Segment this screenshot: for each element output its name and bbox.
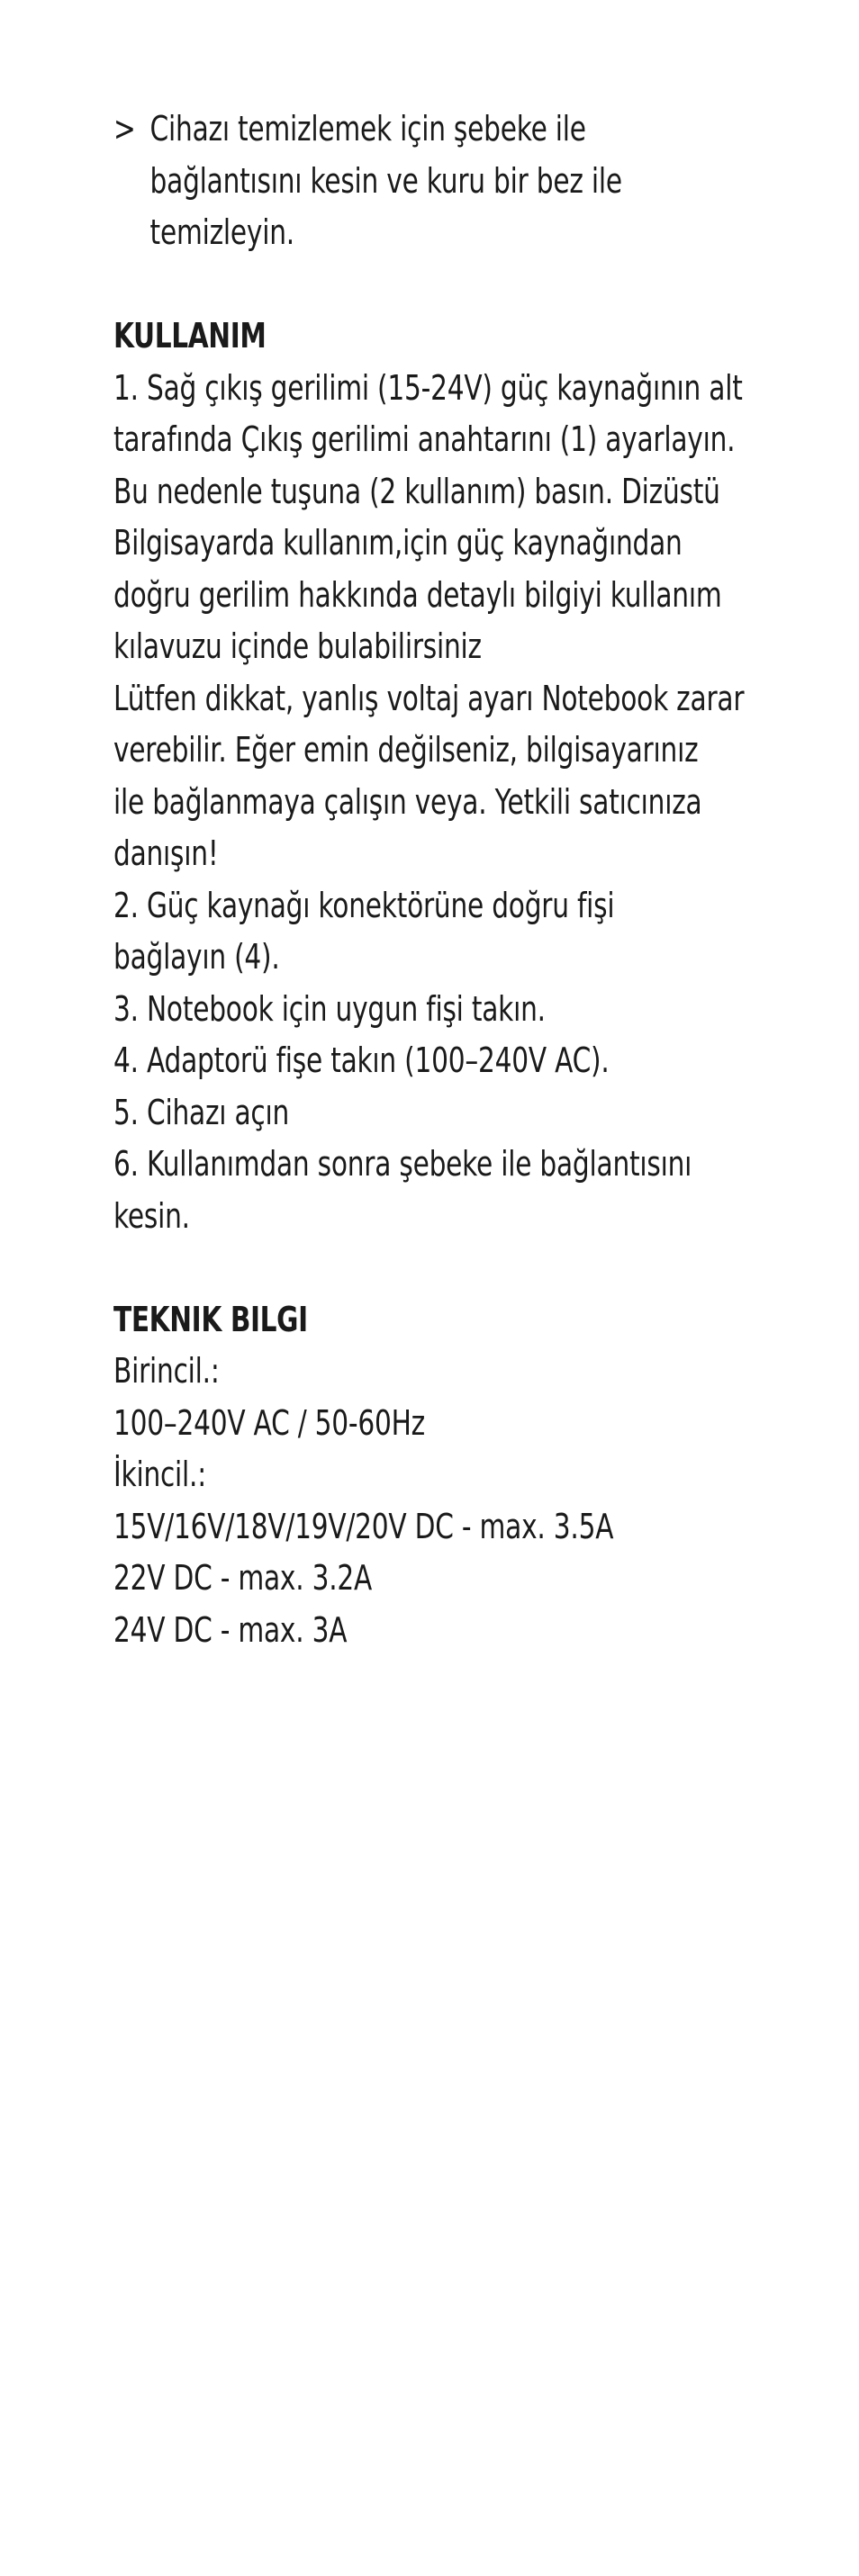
usage-section <box>113 363 745 1243</box>
usage-line: kesin. <box>113 1195 190 1236</box>
usage-line: kılavuzu içinde bulabilirsiniz <box>113 626 482 666</box>
usage-line: 5. Cihazı açın <box>113 1092 289 1132</box>
bullet-marker: > <box>113 109 136 149</box>
usage-line: 2. Güç kaynağı konektörüne doğru fişi <box>113 885 615 925</box>
usage-line: 6. Kullanımdan sonra şebeke ile bağlantısını <box>113 1144 692 1184</box>
usage-line: bağlayın (4). <box>113 937 280 977</box>
cleaning-note-line: Cihazı temizlemek için şebeke ile <box>149 109 586 149</box>
section-gap <box>113 1242 619 1294</box>
cleaning-note-line: bağlantısını kesin ve kuru bir bez ile <box>149 160 622 201</box>
section-gap <box>113 259 619 311</box>
usage-line: Bu nedenle tuşuna (2 kullanım) basın. Dizüstü <box>113 471 720 511</box>
tech-line: 24V DC - max. 3A <box>113 1609 348 1650</box>
tech-line: İkincil.: <box>113 1455 206 1494</box>
usage-line: ile bağlanmaya çalışın veya. Yetkili satıcınıza <box>113 781 702 822</box>
usage-line: tarafında Çıkış gerilimi anahtarını (1) ayarlayın. <box>113 419 736 459</box>
usage-line: Lütfen dikkat, yanlış voltaj ayarı Notebook zarar <box>113 678 745 718</box>
usage-line: danışın! <box>113 833 219 873</box>
usage-line: 3. Notebook için uygun fişi takın. <box>113 988 546 1029</box>
tech-heading: TEKNIK BILGI <box>113 1299 308 1339</box>
usage-line: doğru gerilim hakkında detaylı bilgiyi kullanım <box>113 574 722 615</box>
usage-line: 4. Adaptorü fişe takın (100–240V AC). <box>113 1040 610 1080</box>
usage-line: 1. Sağ çıkış gerilimi (15-24V) güç kaynağının alt <box>113 367 743 408</box>
tech-line: Birincil.: <box>113 1351 220 1391</box>
usage-heading: KULLANIM <box>113 316 267 356</box>
tech-line: 100–240V AC / 50-60Hz <box>113 1402 426 1443</box>
usage-line: verebilir. Eğer emin değilseniz, bilgisayarınız <box>113 730 699 770</box>
manual-content <box>113 104 745 1656</box>
cleaning-note <box>113 104 622 259</box>
tech-section <box>113 1346 619 1656</box>
cleaning-note-line: temizleyin. <box>149 212 294 252</box>
usage-line: Bilgisayarda kullanım,için güç kaynağından <box>113 523 683 563</box>
tech-line: 22V DC - max. 3.2A <box>113 1558 373 1598</box>
tech-line: 15V/16V/18V/19V/20V DC - max. 3.5A <box>113 1506 614 1546</box>
